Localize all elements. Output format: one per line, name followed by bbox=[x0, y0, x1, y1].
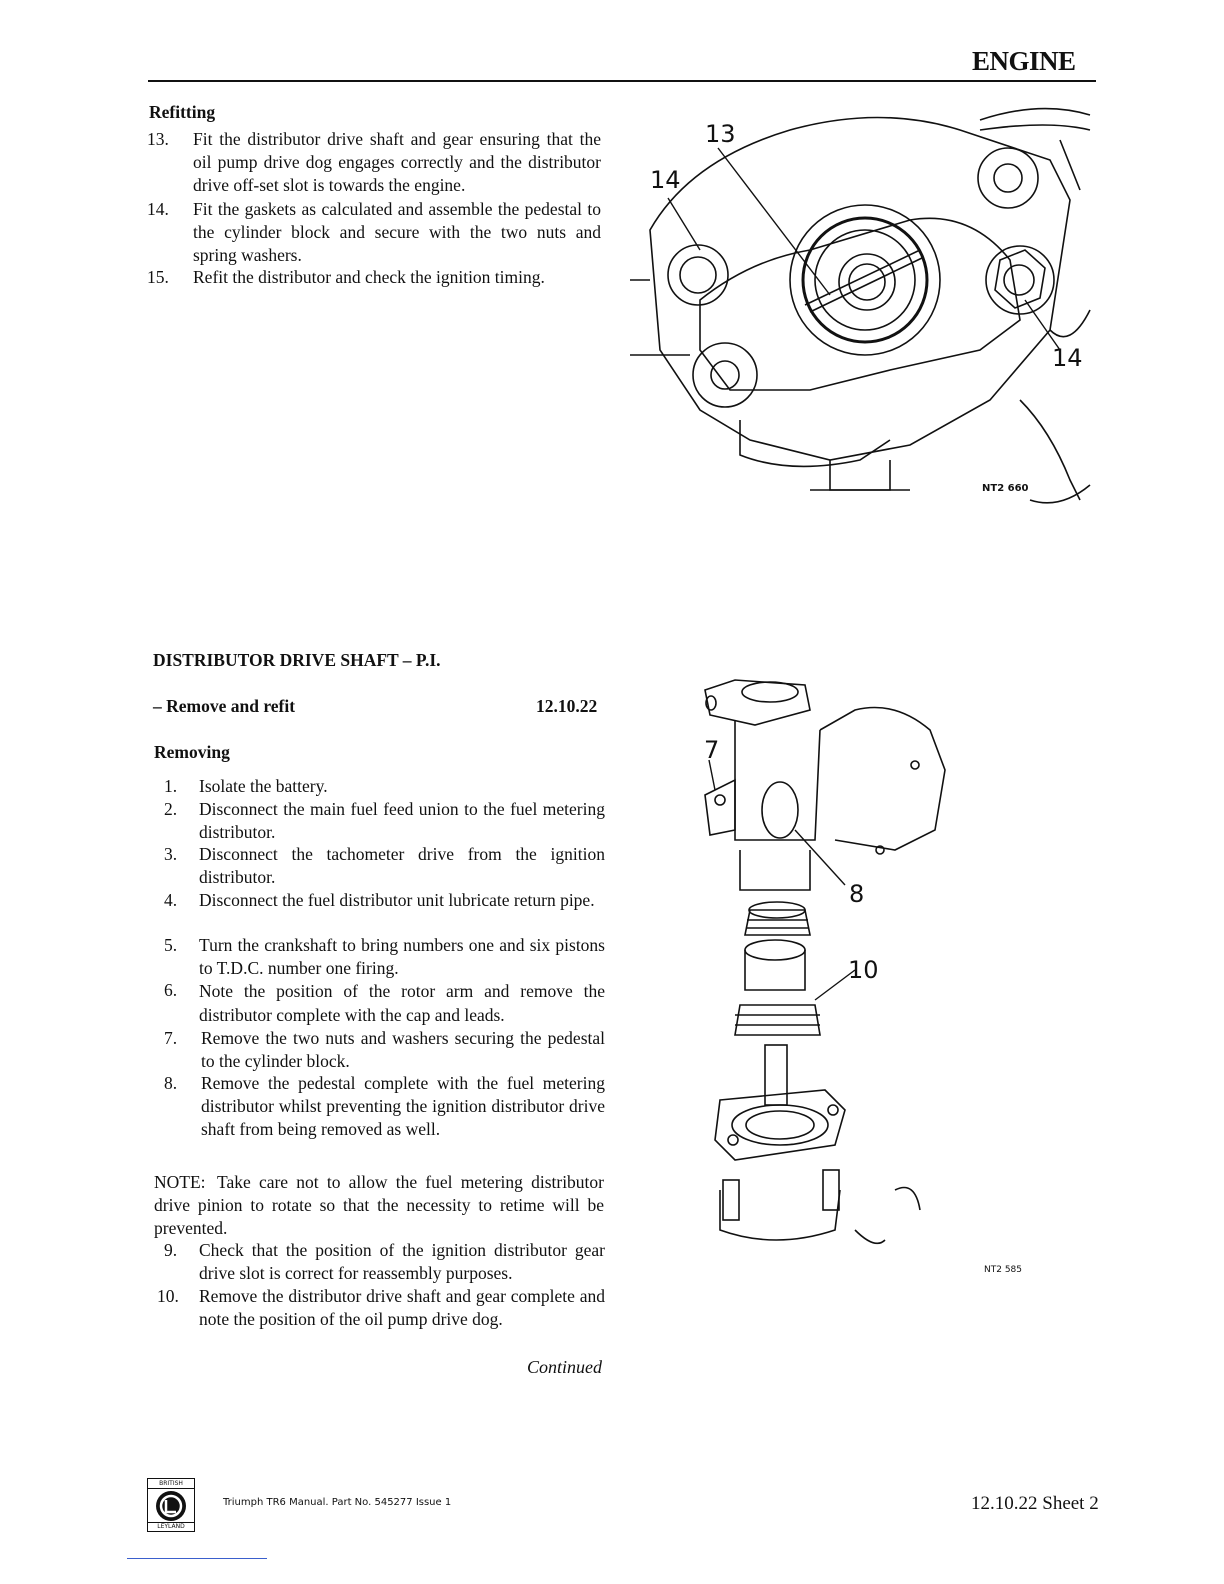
step-text: Remove the pedestal complete with the fuel metering distributor whilst preventing the ignition distributor drive shaft from being removed as well. bbox=[201, 1073, 605, 1139]
link-underline bbox=[127, 1558, 267, 1559]
remove-step-3 bbox=[164, 843, 606, 889]
logo-text-bottom: LEYLAND bbox=[148, 1522, 194, 1531]
remove-step-2 bbox=[164, 798, 606, 844]
remove-step-5 bbox=[164, 934, 606, 980]
refit-step-15 bbox=[147, 266, 603, 290]
step-number: 8. bbox=[164, 1073, 178, 1093]
callout-14-right: 14 bbox=[1052, 344, 1083, 372]
pedestal-illustration bbox=[630, 100, 1100, 520]
section-title: ENGINE bbox=[972, 46, 1076, 76]
step-number: 14. bbox=[147, 199, 169, 219]
remove-step-7 bbox=[164, 1027, 606, 1073]
note-block bbox=[154, 1171, 606, 1241]
operation-title: – Remove and refit bbox=[153, 696, 296, 716]
step-number: 15. bbox=[147, 267, 169, 287]
step-text: Disconnect the fuel distributor unit lubricate return pipe. bbox=[199, 890, 595, 910]
sheet-number: 12.10.22 Sheet 2 bbox=[971, 1493, 1099, 1514]
remove-step-4 bbox=[164, 889, 606, 935]
manual-reference: Triumph TR6 Manual. Part No. 545277 Issue 1 bbox=[223, 1497, 452, 1508]
callout-8: 8 bbox=[849, 880, 865, 908]
figure-code: NT2 585 bbox=[984, 1265, 1022, 1275]
header-rule bbox=[148, 80, 1096, 82]
callout-10: 10 bbox=[848, 956, 879, 984]
step-number: 3. bbox=[164, 844, 178, 864]
step-text: Fit the gaskets as calculated and assemble the pedestal to the cylinder block and secure with the two nuts and spring washers. bbox=[193, 199, 601, 265]
figure-code: NT2 660 bbox=[982, 483, 1029, 494]
callout-13: 13 bbox=[705, 120, 736, 148]
drive-shaft-exploded-illustration bbox=[695, 670, 945, 1290]
step-text: Disconnect the main fuel feed union to the fuel metering distributor. bbox=[199, 799, 605, 842]
step-number: 6. bbox=[164, 980, 178, 1000]
step-text: Turn the crankshaft to bring numbers one and six pistons to T.D.C. number one firing. bbox=[199, 935, 605, 978]
remove-step-10 bbox=[157, 1285, 606, 1331]
british-leyland-logo bbox=[147, 1478, 195, 1532]
note-label: NOTE: bbox=[154, 1172, 206, 1192]
continued-note: Continued bbox=[527, 1357, 602, 1377]
remove-step-9 bbox=[164, 1239, 606, 1285]
logo-text-top: BRITISH bbox=[148, 1479, 194, 1489]
leyland-emblem-icon bbox=[154, 1490, 188, 1522]
step-number: 5. bbox=[164, 935, 178, 955]
remove-step-1 bbox=[164, 775, 606, 799]
step-text: Refit the distributor and check the ignition timing. bbox=[193, 267, 545, 287]
step-number: 13. bbox=[147, 129, 169, 149]
step-text: Disconnect the tachometer drive from the ignition distributor. bbox=[199, 844, 605, 887]
note-text: Take care not to allow the fuel metering distributor drive pinion to rotate so that the necessity to retime will be prevented. bbox=[154, 1172, 604, 1238]
step-text: Note the position of the rotor arm and remove the distributor complete with the cap and leads. bbox=[199, 981, 605, 1025]
callout-14-left: 14 bbox=[650, 166, 681, 194]
step-number: 7. bbox=[164, 1028, 178, 1048]
refit-step-13 bbox=[147, 128, 603, 198]
step-text: Check that the position of the ignition distributor gear drive slot is correct for reassembly purposes. bbox=[199, 1240, 605, 1283]
section-heading: DISTRIBUTOR DRIVE SHAFT – P.I. bbox=[153, 650, 441, 670]
remove-step-8 bbox=[164, 1072, 606, 1142]
callout-7: 7 bbox=[704, 736, 720, 764]
removing-heading: Removing bbox=[154, 742, 230, 762]
step-number: 1. bbox=[164, 776, 178, 796]
step-text: Isolate the battery. bbox=[199, 776, 328, 796]
step-number: 9. bbox=[164, 1240, 178, 1260]
remove-step-6 bbox=[164, 979, 606, 1027]
step-number: 2. bbox=[164, 799, 178, 819]
step-text: Remove the distributor drive shaft and gear complete and note the position of the oil pump drive dog. bbox=[199, 1286, 605, 1329]
step-text: Remove the two nuts and washers securing the pedestal to the cylinder block. bbox=[201, 1028, 605, 1071]
operation-number: 12.10.22 bbox=[536, 696, 598, 716]
refit-step-14 bbox=[147, 198, 603, 268]
refitting-heading: Refitting bbox=[149, 102, 216, 122]
step-number: 10. bbox=[157, 1286, 179, 1306]
step-text: Fit the distributor drive shaft and gear ensuring that the oil pump drive dog engages correctly and the distributor drive off-set slot is towards the engine. bbox=[193, 129, 601, 195]
step-number: 4. bbox=[164, 890, 178, 910]
